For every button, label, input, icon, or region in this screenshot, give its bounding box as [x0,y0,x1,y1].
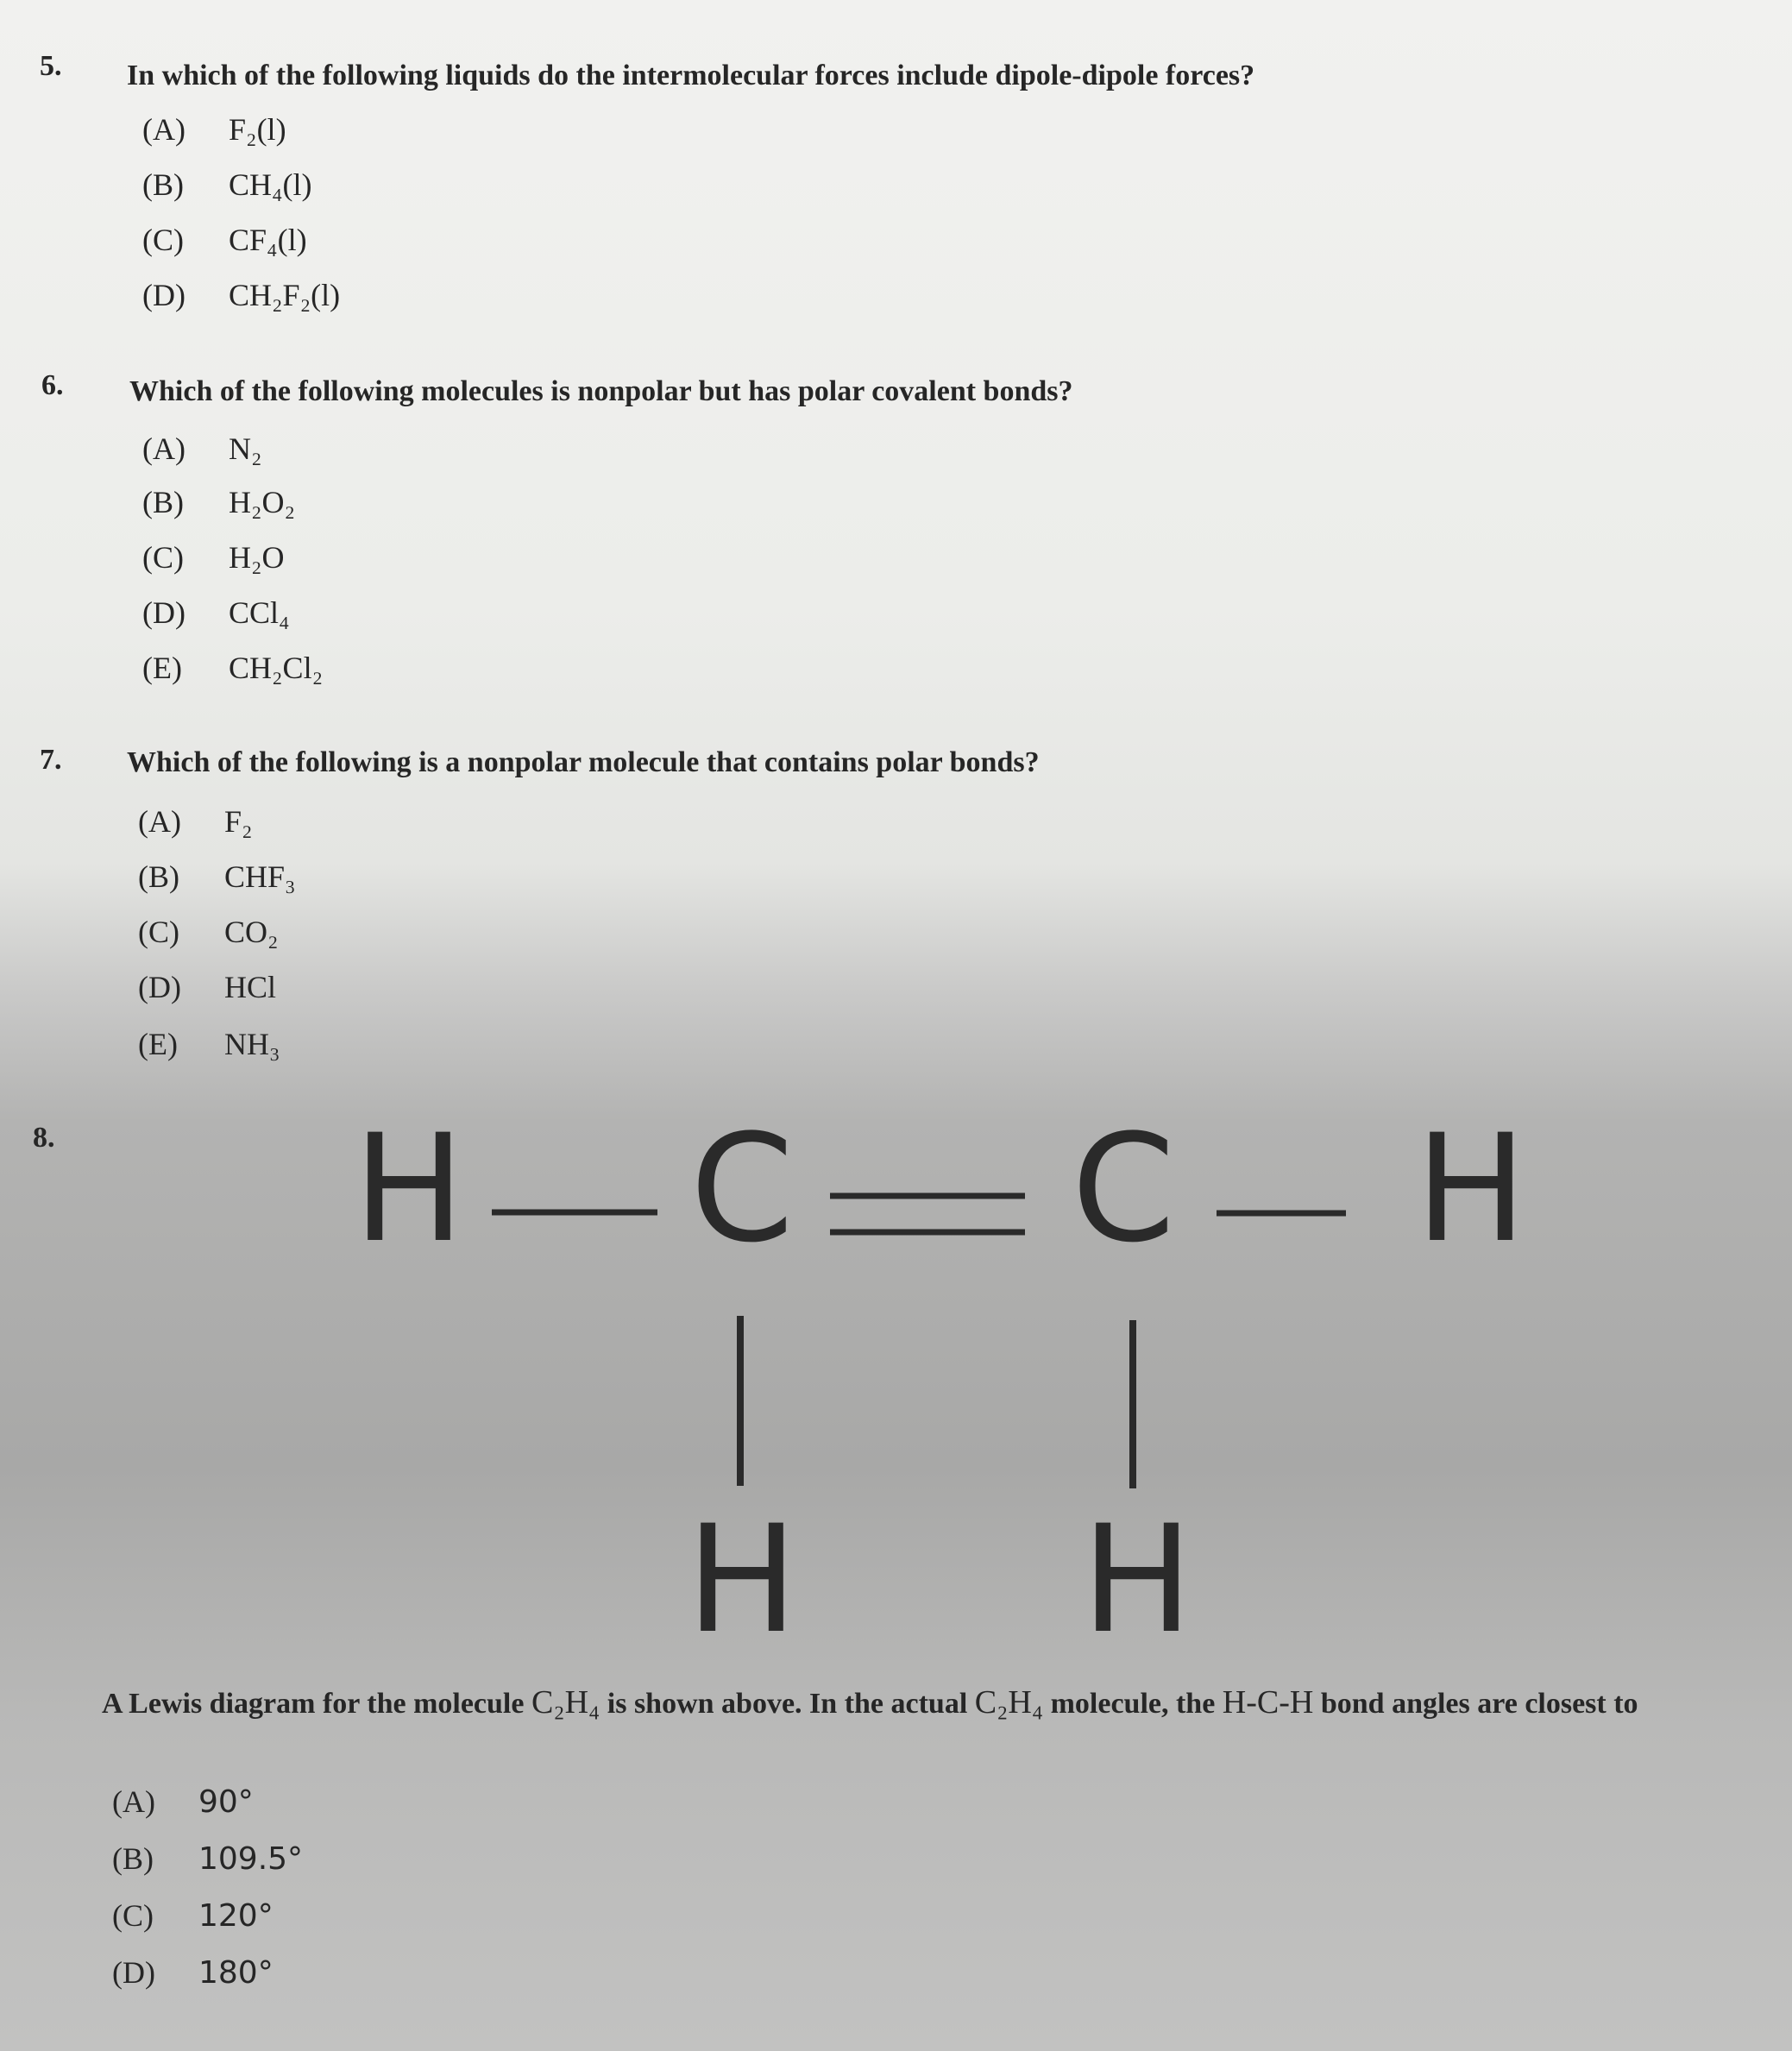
option-letter: (C) [142,223,184,257]
atom-h-right: H [1415,1104,1527,1275]
question-number: 8. [33,1122,55,1154]
question-stem: Which of the following is a nonpolar molecule that contains polar bonds? [127,746,1040,778]
option-c [138,913,279,951]
option-formula: F₂(l) [229,112,286,147]
option-value: 180° [198,1955,274,1991]
molecule-formula: C₂H₄ [974,1684,1044,1721]
option-value: 109.5° [198,1841,304,1877]
option-letter: (B) [112,1841,154,1876]
option-letter: (C) [112,1898,154,1933]
question-stem: Which of the following molecules is nonpolar but has polar covalent bonds? [129,375,1073,407]
option-letter: (E) [142,651,182,685]
option-letter: (D) [142,595,185,630]
option-b [142,166,312,204]
option-c [142,538,285,576]
option-value: 90° [198,1784,254,1820]
atom-h-left: H [353,1104,465,1275]
option-letter: (A) [112,1784,155,1819]
option-letter: (D) [112,1955,155,1990]
option-a [142,430,262,468]
option-b [138,858,296,896]
atom-h-bottom-left: H [686,1493,798,1648]
option-d [112,1953,274,1992]
option-e [138,1025,280,1063]
option-d [142,594,290,632]
question-number: 7. [40,744,62,776]
option-e [142,649,323,687]
option-formula: H₂O₂ [229,485,296,519]
option-letter: (B) [142,167,184,202]
atom-c-left: C [689,1104,795,1275]
option-c [142,221,307,259]
question-stem [102,1683,1741,1724]
molecule-formula: C₂H₄ [531,1684,600,1721]
option-formula: F₂ [224,804,253,839]
option-formula: CCl₄ [229,595,290,630]
question-number: 6. [41,369,64,401]
option-formula: CH₂Cl₂ [229,651,324,685]
option-formula: CH₄(l) [229,167,312,202]
option-letter: (B) [142,485,184,519]
option-formula: CH₂F₂(l) [229,278,341,312]
option-letter: (B) [138,859,179,894]
option-letter: (C) [142,540,184,575]
option-formula: NH₃ [224,1027,280,1061]
option-formula: HCl [224,970,277,1004]
option-a [138,802,253,840]
option-value: 120° [198,1898,274,1934]
option-b [112,1840,303,1878]
option-d [138,968,276,1006]
question-number: 5. [40,50,62,82]
stem-text: is shown above. In the actual [600,1688,975,1720]
option-c [112,1897,274,1935]
option-letter: (D) [138,970,181,1004]
option-d [142,276,340,314]
option-formula: N₂ [229,431,262,466]
question-stem: In which of the following liquids do the intermolecular forces include dipole-dipole forces? [127,60,1255,91]
stem-text: bond angles are closest to [1313,1688,1638,1720]
bond-label: H-C-H [1222,1684,1314,1721]
option-formula: CO₂ [224,915,279,949]
option-letter: (D) [142,278,185,312]
option-letter: (A) [142,431,185,466]
stem-text: A Lewis diagram for the molecule [102,1688,531,1720]
lewis-diagram [328,1104,1553,1648]
option-letter: (A) [138,804,181,839]
option-formula: H₂O [229,540,285,575]
option-formula: CF₄(l) [229,223,307,257]
option-formula: CHF₃ [224,859,296,894]
option-letter: (E) [138,1027,178,1061]
option-letter: (C) [138,915,179,949]
option-a [142,110,286,148]
stem-text: molecule, the [1043,1688,1223,1720]
atom-h-bottom-right: H [1081,1493,1193,1648]
option-a [112,1783,254,1821]
option-letter: (A) [142,112,185,147]
option-b [142,483,295,521]
atom-c-right: C [1071,1104,1176,1275]
